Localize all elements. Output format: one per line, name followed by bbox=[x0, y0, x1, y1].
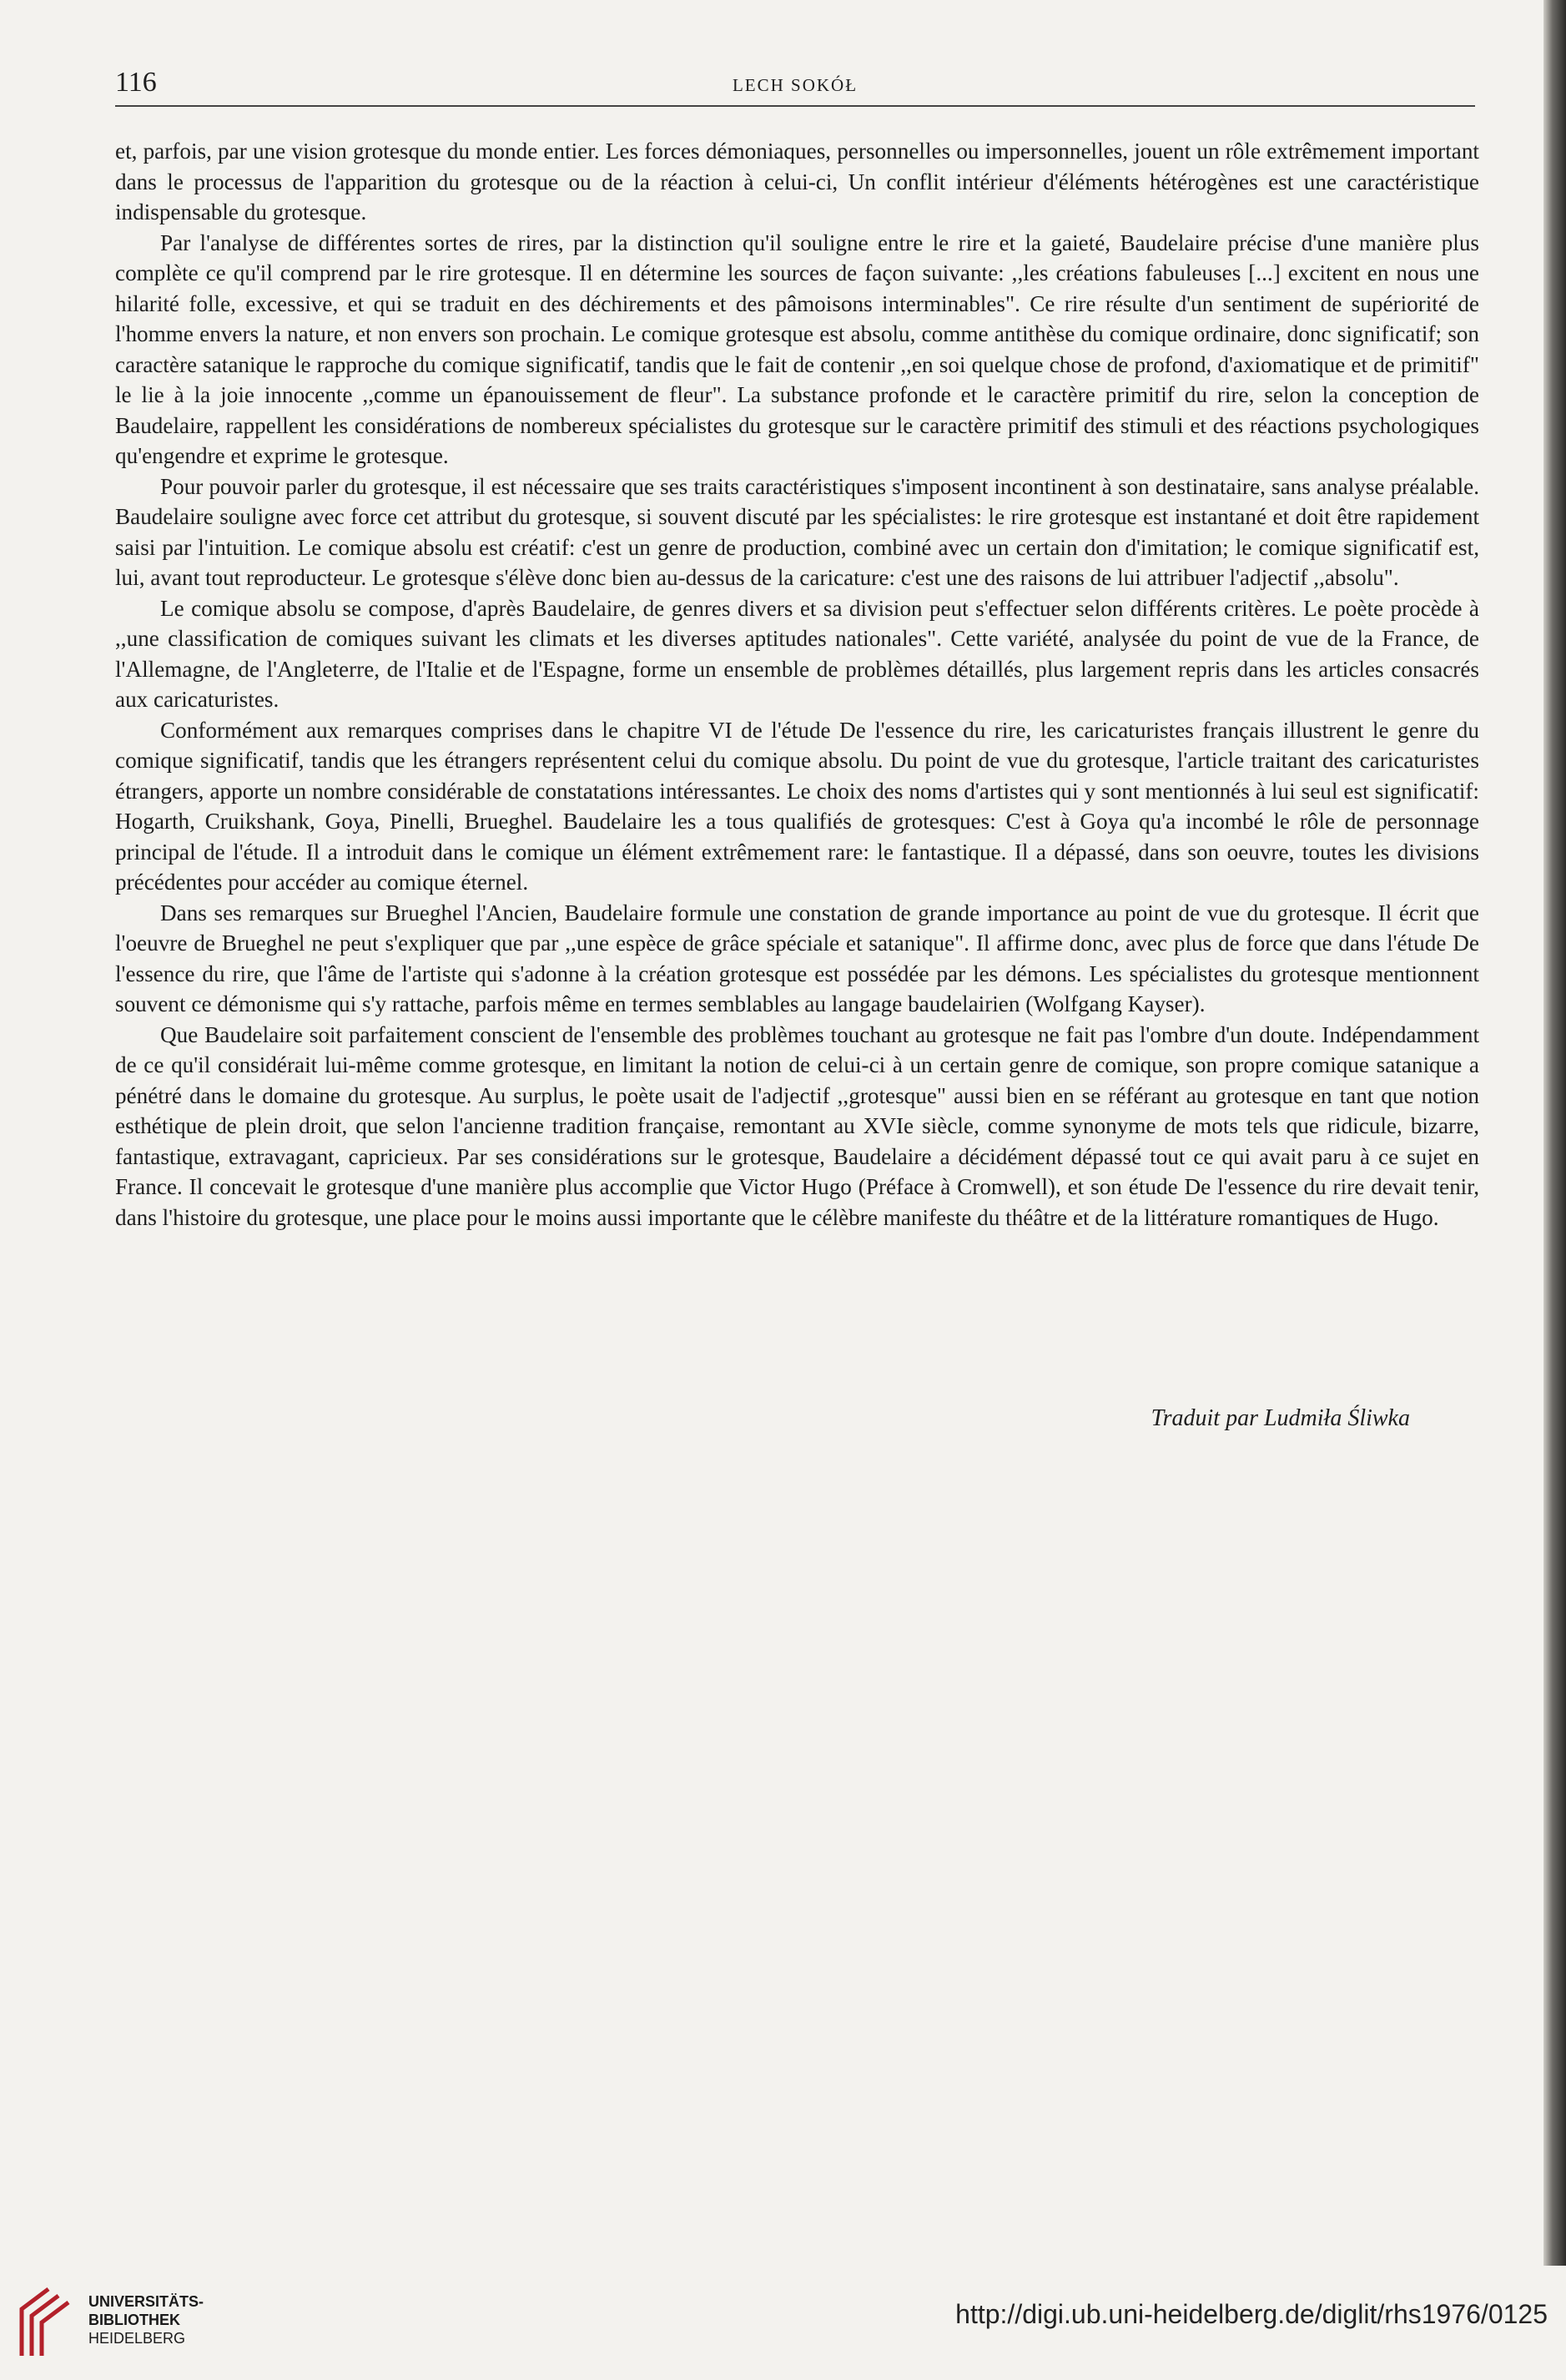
body-text bbox=[115, 136, 1479, 1233]
page-edge bbox=[1543, 0, 1566, 2266]
paragraph: Pour pouvoir parler du grotesque, il est nécessaire que ses traits caractéristiques s'imposent incontinent à son destinataire, sans analyse préalable. Baudelaire souligne avec force cet attribut du grotesque, si souvent discuté par les spécialistes: le rire grotesque est instantané et doit être rapidement saisi par l'intuition. Le comique absolu est créatif: c'est un genre de production, combiné avec un certain don d'imitation; le comique significatif est, lui, avant tout reproducteur. Le grotesque s'élève donc bien au-dessus de la caricature: c'est une des raisons de lui attribuer l'adjectif ,,absolu". bbox=[115, 473, 1479, 590]
library-name: UNIVERSITÄTS- BIBLIOTHEK HEIDELBERG bbox=[88, 2293, 204, 2347]
page-header bbox=[115, 67, 1475, 107]
paragraph: Dans ses remarques sur Brueghel l'Ancien, Baudelaire formule une constation de grande importance au point de vue du grotesque. Il écrit que l'oeuvre de Brueghel ne peut s'expliquer que par ,,une espèce de grâce spéciale et satanique". Il affirme donc, avec plus de force que dans l'étude De l'essence du rire, que l'âme de l'artiste qui s'adonne à la création grotesque est possédée par les démons. Les spécialistes du grotesque mentionnent souvent ce démonisme qui s'y rattache, parfois même en termes semblables au langage baudelairien (Wolfgang Kayser). bbox=[115, 900, 1479, 1016]
paragraph: Par l'analyse de différentes sortes de rires, par la distinction qu'il souligne entre le rire et la gaieté, Baudelaire précise d'une manière plus complète ce qu'il comprend par le rire grotesque. Il en détermine les sources de façon suivante: ,,les créations fabuleuses [...] excitent en nous une hilarité folle, excessive, et qui se traduit en des déchirements et des pâmoisons interminables". Ce rire résulte d'un sentiment de supériorité de l'homme envers la nature, et non envers son prochain. Le comique grotesque est absolu, comme antithèse du comique ordinaire, donc significatif; son caractère satanique le rapproche du comique significatif, tandis que le fait de contenir ,,en soi quelque chose de profond, d'axiomatique et de primitif" le lie à la joie innocente ,,comme un épanouissement de fleur". La substance profonde et le caractère primitif du rire, selon la conception de Baudelaire, rappellent les considérations de nombereux spécialistes du grotesque sur le caractère primitif des stimuli et des réactions psychologiques qu'engendre et exprime le grotesque. bbox=[115, 229, 1479, 468]
paragraph: Conformément aux remarques comprises dans le chapitre VI de l'étude De l'essence du rire, les caricaturistes français illustrent le genre du comique significatif, tandis que les étrangers représentent celui du comique absolu. Du point de vue du grotesque, l'article traitant des caricaturistes étrangers, apporte un nombre considérable de constatations intéressantes. Le choix des noms d'artistes qui y sont mentionnés à lui seul est significatif: Hogarth, Cruikshank, Goya, Pinelli, Brueghel. Baudelaire les a tous qualifiés de grotesques: C'est à Goya qu'a incombé le rôle de personnage principal de l'étude. Il a introduit dans le comique un élément extrêmement rare: le fantastique. Il a dépassé, dans son oeuvre, toutes les divisions précédentes pour accéder au comique éternel. bbox=[115, 717, 1479, 895]
page-number: 116 bbox=[115, 67, 157, 98]
paragraph: et, parfois, par une vision grotesque du monde entier. Les forces démoniaques, personnelles ou impersonnelles, jouent un rôle extrêmement important dans le processus de l'apparition du grotesque ou de la réaction à celui-ci, Un conflit intérieur d'éléments hétérogènes est une caractéristique indispensable du grotesque. bbox=[115, 139, 1479, 224]
paragraph: Que Baudelaire soit parfaitement conscient de l'ensemble des problèmes touchant au grotesque ne fait pas l'ombre d'un doute. Indépendamment de ce qu'il considérait lui-même comme grotesque, en limitant la notion de celui-ci à un certain genre de comique, son propre comique satanique a pénétré dans le domaine du grotesque. Au surplus, le poète usait de l'adjectif ,,grotesque" aussi bien en se référant au grotesque en tant que notion esthétique de plein droit, que selon l'ancienne tradition française, remontant au XVIe siècle, comme synonyme de mots tels que ridicule, bizarre, fantastique, extravagant, capricieux. Par ses considérations sur le grotesque, Baudelaire a décidément dépassé tout ce qui avait paru à ce sujet en France. Il concevait le grotesque d'une manière plus accomplie que Victor Hugo (Préface à Cromwell), et son étude De l'essence du rire devait tenir, dans l'histoire du grotesque, une place pour le moins aussi importante que le célèbre manifeste du théâtre et de la littérature romantiques de Hugo. bbox=[115, 1021, 1479, 1230]
running-head: LECH SOKÓŁ bbox=[732, 75, 859, 95]
paragraph: Le comique absolu se compose, d'après Baudelaire, de genres divers et sa division peut s'effectuer selon différents critères. Le poète procède à ,,une classification de comiques suivant les climats et les diverses aptitudes nationales". Cette variété, analysée du point de vue de la France, de l'Allemagne, de l'Angleterre, de l'Italie et de l'Espagne, forme un ensemble de problèmes détaillés, plus largement repris dans les articles consacrés aux caricaturistes. bbox=[115, 595, 1479, 712]
footer-bar bbox=[0, 2266, 1566, 2380]
source-url-link[interactable]: http://digi.ub.uni-heidelberg.de/diglit/rhs1976/0125 bbox=[955, 2299, 1548, 2329]
translator-credit: Traduit par Ludmiła Śliwka bbox=[1151, 1405, 1410, 1431]
library-logo-icon bbox=[15, 2284, 75, 2359]
